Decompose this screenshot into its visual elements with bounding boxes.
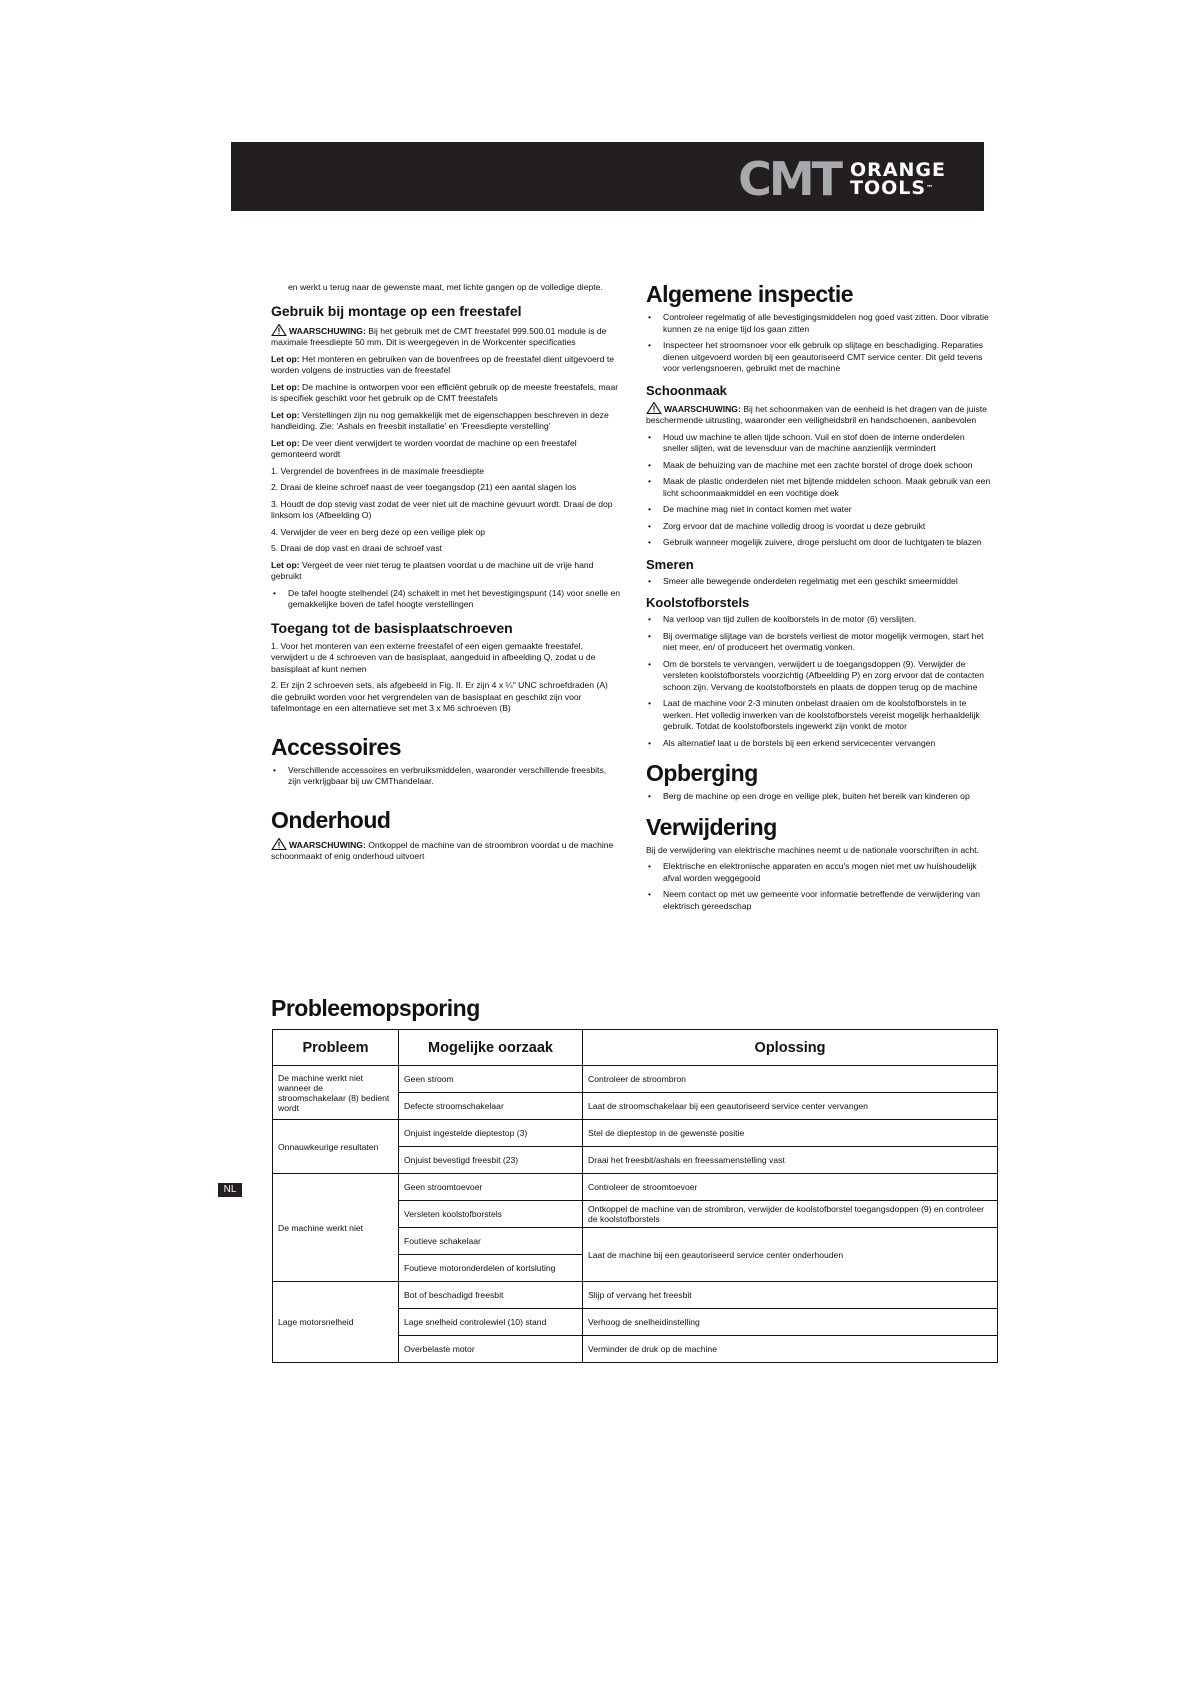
logo-line-2: TOOLS™ — [850, 177, 935, 199]
list-item: • Na verloop van tijd zullen de koolborstels in de motor (6) verslijten. — [646, 614, 991, 626]
step-2: 2. Draai de kleine schroef naast de veer toegangsdop (21) een aantal slagen los — [271, 482, 577, 492]
solution-cell: Controleer de stroomtoevoer — [583, 1174, 998, 1201]
section-title-basisplaat: Toegang tot de basisplaatschroeven — [271, 619, 513, 636]
warning-icon — [271, 324, 287, 336]
header-banner — [231, 142, 984, 211]
problem-cell: De machine werkt niet — [273, 1174, 399, 1282]
step-1: 1. Vergrendel de bovenfrees in de maximale freesdiepte — [271, 465, 485, 476]
logo-mark: CMT — [738, 152, 841, 206]
section-title-opberging: Opberging — [646, 760, 758, 786]
solution-cell: Ontkoppel de machine van de strombron, verwijder de koolstofborstel toegangsdoppen (9) en controleer de koolstofborstels — [583, 1201, 998, 1228]
final-note: Let op: Vergeet de veer niet terug te plaatsen voordat u de machine uit de vrije hand gebruikt — [271, 559, 594, 581]
koolstof-bullets — [646, 614, 991, 749]
list-item: • Elektrische en elektronische apparaten en accu's mogen niet met uw huishoudelijk afval worden weggegooid — [646, 861, 991, 884]
warning-icon — [646, 402, 662, 414]
cause-cell: Defecte stroomschakelaar — [399, 1093, 583, 1120]
solution-cell: Verhoog de snelheidinstelling — [583, 1309, 998, 1336]
list-item: • Maak de behuizing van de machine met een zachte borstel of droge doek schoon — [646, 460, 991, 472]
inspectie-bullets — [646, 312, 991, 375]
problem-cell: Lage motorsnelheid — [273, 1282, 399, 1363]
language-badge: NL — [218, 1183, 242, 1197]
cause-cell: Geen stroomtoevoer — [399, 1174, 583, 1201]
cmt-logo — [738, 152, 946, 206]
column-header: Probleem — [273, 1030, 399, 1066]
section-title-verwijdering: Verwijdering — [646, 813, 777, 840]
cause-cell: Onjuist bevestigd freesbit (23) — [399, 1147, 583, 1174]
accessoires-bullets — [271, 765, 621, 788]
warning-freestafel: WAARSCHUWING: Bij het gebruik met de CMT freestafel 999.500.01 module is de maximale freesdiepte 50 mm. Dit is weergegeven in de Workcenter specificaties — [271, 325, 607, 347]
section-title-onderhoud: Onderhoud — [271, 806, 391, 833]
schoonmaak-bullets — [646, 432, 991, 549]
problem-cell: De machine werkt niet wanneer de stroomschakelaar (8) bedient wordt — [273, 1066, 399, 1120]
list-item: • Als alternatief laat u de borstels bij een erkend servicecenter vervangen — [646, 738, 991, 750]
troubleshooting-table — [272, 1029, 998, 1363]
list-item: • Maak de plastic onderdelen niet met bijtende middelen schoon. Maak gebruik van een licht schoonmaakmiddel en een vochtige doek — [646, 476, 991, 499]
cause-cell: Versleten koolstofborstels — [399, 1201, 583, 1228]
list-item: • Inspecteer het stroomsnoer voor elk gebruik op slijtage en beschadiging. Reparaties dienen uitgevoerd worden bij een geautoriseerd CMT service center. Dit geld tevens voor verlengsnoeren, gebruikt met de machine — [646, 340, 991, 375]
intro-text: en werkt u terug naar de gewenste maat, met lichte gangen op de volledige diepte. — [288, 282, 603, 292]
list-item: • Smeer alle bewegende onderdelen regelmatig met een geschikt smeermiddel — [646, 576, 991, 588]
cause-cell: Foutieve motoronderdelen of kortsluting — [399, 1255, 583, 1282]
list-item: • Verschillende accessoires en verbruiksmiddelen, waaronder verschillende freesbits, zijn verkrijgbaar bij uw CMThandelaar. — [271, 765, 621, 788]
cause-cell: Onjuist ingestelde dieptestop (3) — [399, 1120, 583, 1147]
section-title-koolstofborstels: Koolstofborstels — [646, 595, 750, 610]
solution-cell: Controleer de stroombron — [583, 1066, 998, 1093]
cause-cell: Geen stroom — [399, 1066, 583, 1093]
cause-cell: Bot of beschadigd freesbit — [399, 1282, 583, 1309]
step-3: 3. Houdt de dop stevig vast zodat de veer niet uit de machine gevuurt wordt. Draai de dop linksom los (Afbeelding O) — [271, 498, 613, 520]
warning-onderhoud: WAARSCHUWING: Ontkoppel de machine van de stroombron voordat u de machine schoonmaakt of enig onderhoud uitvoert — [271, 839, 614, 861]
opberging-bullets — [646, 791, 991, 803]
list-item: • Om de borstels te vervangen, verwijdert u de toegangsdoppen (9). Verwijder de versleten koolstofborstels voorzichtig (Afbeelding P) en zorg ervoor dat de contacten schoon zijn. Vervang de koolstofborstels en plaats de doppen terug op de machine — [646, 659, 991, 694]
list-item: • Zorg ervoor dat de machine volledig droog is voordat u deze gebruikt — [646, 521, 991, 533]
note-3: Let op: Verstellingen zijn nu nog gemakkelijk met de eigenschappen beschreven in deze handleiding. Zie: 'Ashals en freesbit installatie' en 'Freesdiepte verstelling' — [271, 409, 609, 431]
basisplaat-step-1: 1. Voor het monteren van een externe freestafel of een eigen gemaakte freestafel, verwijdert u de 4 schroeven van de basisplaat, aangeduid in afbeelding Q, zodat u de basisplaat af kunt nemen — [271, 640, 596, 674]
warning-icon — [271, 838, 287, 850]
freestafel-bullets — [271, 588, 621, 611]
section-title-smeren: Smeren — [646, 556, 694, 572]
step-5: 5. Draai de dop vast en draai de schroef vast — [271, 543, 443, 553]
logo-line-1: ORANGE — [850, 159, 946, 181]
left-column — [271, 282, 621, 868]
problem-cell: Onnauwkeurige resultaten — [273, 1120, 399, 1174]
cause-cell: Lage snelheid controlewiel (10) stand — [399, 1309, 583, 1336]
solution-cell: Slijp of vervang het freesbit — [583, 1282, 998, 1309]
list-item: • Controleer regelmatig of alle bevestigingsmiddelen nog goed vast zitten. Door vibratie kunnen ze na enige tijd los gaan zitten — [646, 312, 991, 335]
solution-cell: Verminder de druk op de machine — [583, 1336, 998, 1363]
cause-cell: Overbelaste motor — [399, 1336, 583, 1363]
note-2: Let op: De machine is ontworpen voor een efficiënt gebruik op de meeste freestafels, maar is specifiek geschikt voor het gebruik op de CMT freestafels — [271, 381, 619, 403]
solution-cell: Laat de stroomschakelaar bij een geautoriseerd service center vervangen — [583, 1093, 998, 1120]
solution-cell: Stel de dieptestop in de gewenste positie — [583, 1120, 998, 1147]
note-4: Let op: De veer dient verwijdert te worden voordat de machine op een freestafel gemonteerd wordt — [271, 437, 577, 459]
section-title-inspectie: Algemene inspectie — [646, 281, 854, 307]
smeren-bullets — [646, 576, 991, 588]
cause-cell: Foutieve schakelaar — [399, 1228, 583, 1255]
section-title-accessoires: Accessoires — [271, 733, 402, 760]
right-column — [646, 282, 991, 917]
list-item: • Neem contact op met uw gemeente voor informatie betreffende de verwijdering van elektrisch gereedschap — [646, 889, 991, 912]
warning-schoonmaak: WAARSCHUWING: Bij het schoonmaken van de eenheid is het dragen van de juiste beschermende uitrusting, waaronder een veiligheidsbril en handschoenen, aanbevolen — [646, 403, 987, 425]
table-row — [273, 1120, 998, 1147]
list-item: • De machine mag niet in contact komen met water — [646, 504, 991, 516]
table-header-row — [273, 1030, 998, 1066]
step-4: 4. Verwijder de veer en berg deze op een veilige plek op — [271, 526, 486, 537]
list-item: • Houd uw machine te allen tijde schoon. Vuil en stof doen de interne onderdelen sneller slijten, wat de levensduur van de machine aanzienlijk vermindert — [646, 432, 991, 455]
verwijdering-bullets — [646, 861, 991, 912]
column-header: Oplossing — [583, 1030, 998, 1066]
solution-cell: Draai het freesbit/ashals en freessamenstelling vast — [583, 1147, 998, 1174]
basisplaat-step-2: 2. Er zijn 2 schroeven sets, als afgebeeld in Fig. II. Er zijn 4 x ¼" UNC schroefdraden (A) die gebruikt worden voor het vergrendelen van de basisplaat en geschikt zijn voor tafelmontage en een alternatieve set met 3 x M6 schroeven (B) — [271, 680, 608, 713]
troubleshooting-title: Probleemopsporing — [271, 995, 480, 1021]
section-title-schoonmaak: Schoonmaak — [646, 382, 727, 398]
solution-cell: Laat de machine bij een geautoriseerd service center onderhouden — [583, 1228, 998, 1282]
list-item: • Bij overmatige slijtage van de borstels verliest de motor mogelijk vermogen, start het niet meer, en/ of produceert het overmatig vonken. — [646, 631, 991, 654]
note-1: Let op: Het monteren en gebruiken van de bovenfrees op de freestafel dient uitgevoerd te worden volgens de instructies van de freestafel — [271, 353, 614, 375]
list-item: • Berg de machine op een droge en veilige plek, buiten het bereik van kinderen op — [646, 791, 991, 803]
list-item: • De tafel hoogte stelhendel (24) schakelt in met het bevestigingspunt (14) voor snelle en gemakkelijke boven de tafel hoogte verstellingen — [271, 588, 621, 611]
table-row — [273, 1066, 998, 1093]
list-item: • Gebruik wanneer mogelijk zuivere, droge perslucht om door de luchtgaten te blazen — [646, 537, 991, 549]
logo-subtitle — [850, 161, 946, 197]
section-title-freestafel: Gebruik bij montage op een freestafel — [271, 302, 522, 319]
table-row — [273, 1282, 998, 1309]
list-item: • Laat de machine voor 2-3 minuten onbelast draaien om de koolstofborstels in te werken. Het volledig inwerken van de koolstofborstels vereist mogelijk herhaaldelijk gebruik. Totdat de koolstofborstels ingewerkt zijn vonkt de motor — [646, 698, 991, 733]
table-row — [273, 1174, 998, 1201]
column-header: Mogelijke oorzaak — [399, 1030, 583, 1066]
verwijdering-intro: Bij de verwijdering van elektrische machines neemt u de nationale voorschriften in acht. — [646, 844, 979, 855]
